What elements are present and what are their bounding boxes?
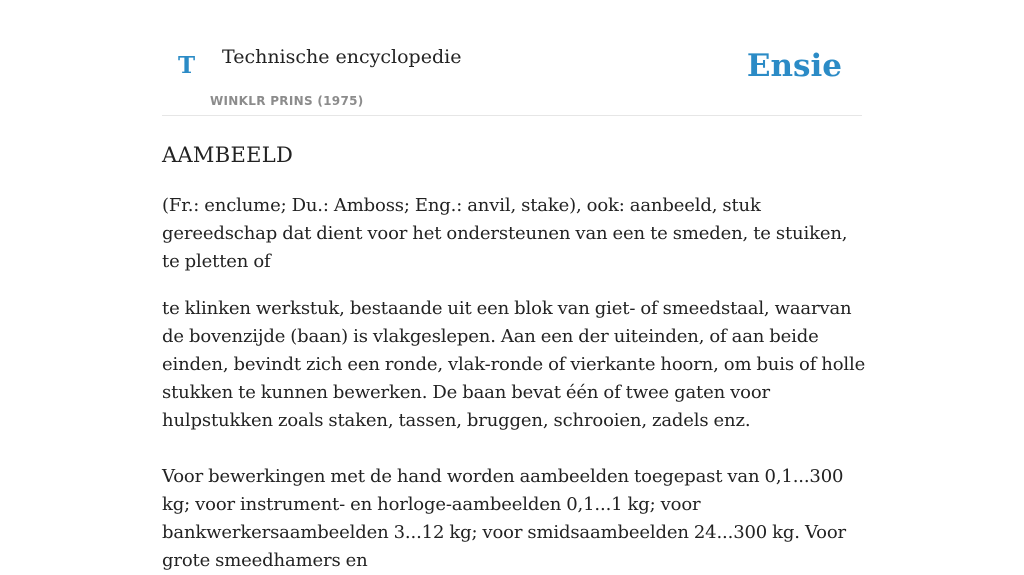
ensie-logo-link[interactable]: Ensie — [746, 48, 842, 84]
encyclopedia-title-link[interactable]: Technische encyclopedie — [222, 46, 462, 68]
site-header — [162, 0, 862, 116]
article-paragraph: te klinken werkstuk, bestaande uit een blok van giet- of smeedstaal, waarvan de bovenzijde (baan) is vlakgeslepen. Aan een der uiteinden, of aan beide einden, bevindt zich een ronde, vlak-ronde of vierkante hoorn, om buis of holle stukken te kunnen bewerken. De baan bevat één of twee gaten voor hulpstukken zoals staken, tassen, bruggen, schrooien, zadels enz. — [162, 298, 866, 431]
article — [162, 140, 867, 575]
article-paragraph: (Fr.: enclume; Du.: Amboss; Eng.: anvil, stake), ook: aanbeeld, stuk gereedschap dat dient voor het ondersteunen van een te smeden, te stuiken, te pletten of — [162, 195, 848, 272]
source-label: WINKLR PRINS (1975) — [210, 94, 364, 108]
article-headword: AAMBEELD — [162, 143, 294, 167]
article-paragraph: Voor bewerkingen met de hand worden aambeelden toegepast van 0,1...300 kg; voor instrument- en horloge-aambeelden 0,1...1 kg; voor bankwerkersaambeelden 3...12 kg; voor smidsaambeelden 24...300 kg. Voor grote smeedhamers en — [162, 466, 846, 571]
encyclopedia-logo[interactable]: T — [178, 52, 196, 79]
